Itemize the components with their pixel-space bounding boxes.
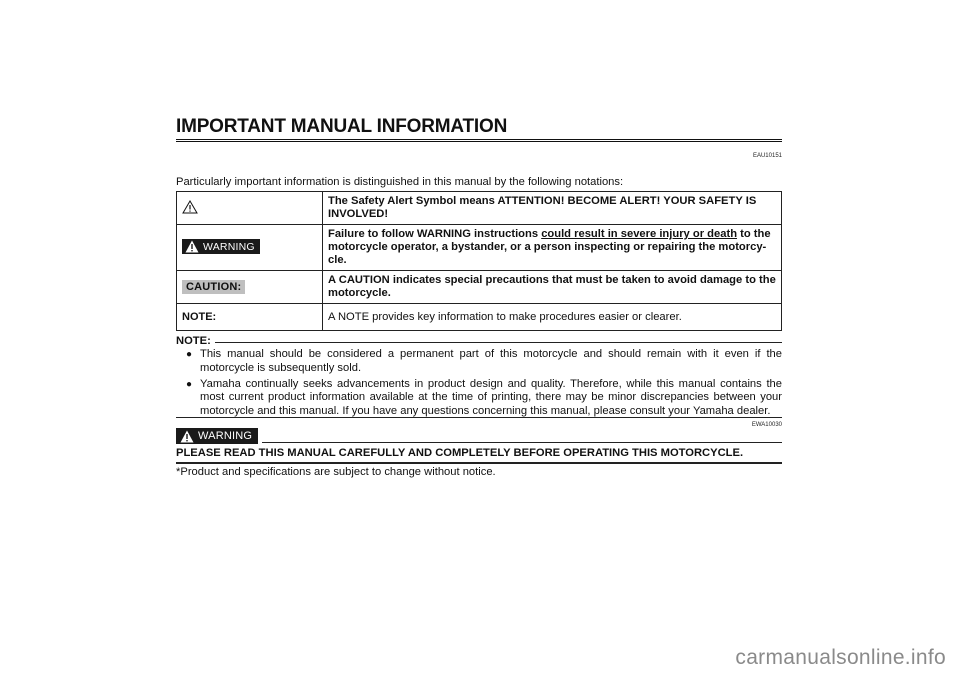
list-item [186, 348, 782, 376]
notation-row-caution [177, 271, 782, 304]
warning-triangle-icon [180, 430, 194, 443]
alert-description: The Safety Alert Symbol means ATTENTION! BECOME ALERT! YOUR SAFETY IS INVOLVED! [323, 192, 782, 225]
warning-triangle-icon [185, 240, 199, 253]
bullet-dot-icon: ● [186, 378, 193, 390]
intro-text: Particularly important information is distinguished in this manual by the following notations: [176, 176, 624, 188]
alert-triangle-icon [182, 200, 198, 214]
footer-note: *Product and specifications are subject to change without notice. [176, 466, 496, 478]
note-description: A NOTE provides key information to make procedures easier or clearer. [323, 304, 782, 331]
warning-end-rule [176, 462, 782, 464]
note-heading [176, 335, 782, 347]
warning-desc-underlined: could result in severe injury or death [541, 228, 738, 240]
bullet-text: Yamaha continually seeks advancements in product design and quality. Therefore, while this manual contains the most current product information available at the time of printing, there may be minor discrepancies between your motorcycle and this manual. If you have any questions concerning this manual, please consult your Yamaha dealer. [200, 377, 782, 418]
caution-badge: CAUTION: [182, 280, 245, 294]
notation-row-alert [177, 192, 782, 225]
notation-row-note [177, 304, 782, 331]
section-code: EAU10151 [752, 153, 782, 159]
notation-row-warning [177, 225, 782, 271]
note-heading-label: NOTE: [176, 335, 211, 347]
bullet-text: This manual should be considered a permanent part of this motorcycle and should remain with it even if the motorcycle is subsequently sold. [200, 348, 782, 374]
note-label: NOTE: [182, 311, 217, 323]
warning-header-rule [262, 442, 782, 443]
bullet-dot-icon: ● [186, 349, 193, 360]
warning-badge-label: WARNING [203, 240, 255, 253]
alert-symbol-cell [177, 192, 323, 225]
warning-text: PLEASE READ THIS MANUAL CAREFULLY AND COMPLETELY BEFORE OPERATING THIS MOTORCYCLE. [176, 447, 744, 459]
caution-description: A CAUTION indicates special precautions that must be taken to avoid damage to the motorcycle. [323, 271, 782, 304]
warning-badge [182, 239, 260, 254]
warning-desc-pre: Failure to follow WARNING instructions [328, 228, 542, 240]
note-end-rule [176, 417, 782, 418]
warning-badge-label: WARNING [198, 430, 253, 442]
warning-symbol-cell [177, 225, 323, 271]
warning-code: EWA10030 [751, 422, 782, 428]
warning-badge [176, 428, 258, 444]
note-heading-rule [215, 342, 782, 343]
notation-table [176, 191, 782, 331]
caution-symbol-cell [177, 271, 323, 304]
page-title: IMPORTANT MANUAL INFORMATION [176, 116, 782, 142]
warning-header [176, 428, 258, 444]
warning-description [323, 225, 782, 271]
warning-desc-post: to the motorcycle operator, a bystander, or a person inspecting or repairing the motorcy-cle. [328, 228, 771, 266]
watermark-text: carmanualsonline.info [735, 646, 946, 669]
note-bullet-list [186, 348, 782, 421]
list-item [186, 378, 782, 419]
note-symbol-cell [177, 304, 323, 331]
